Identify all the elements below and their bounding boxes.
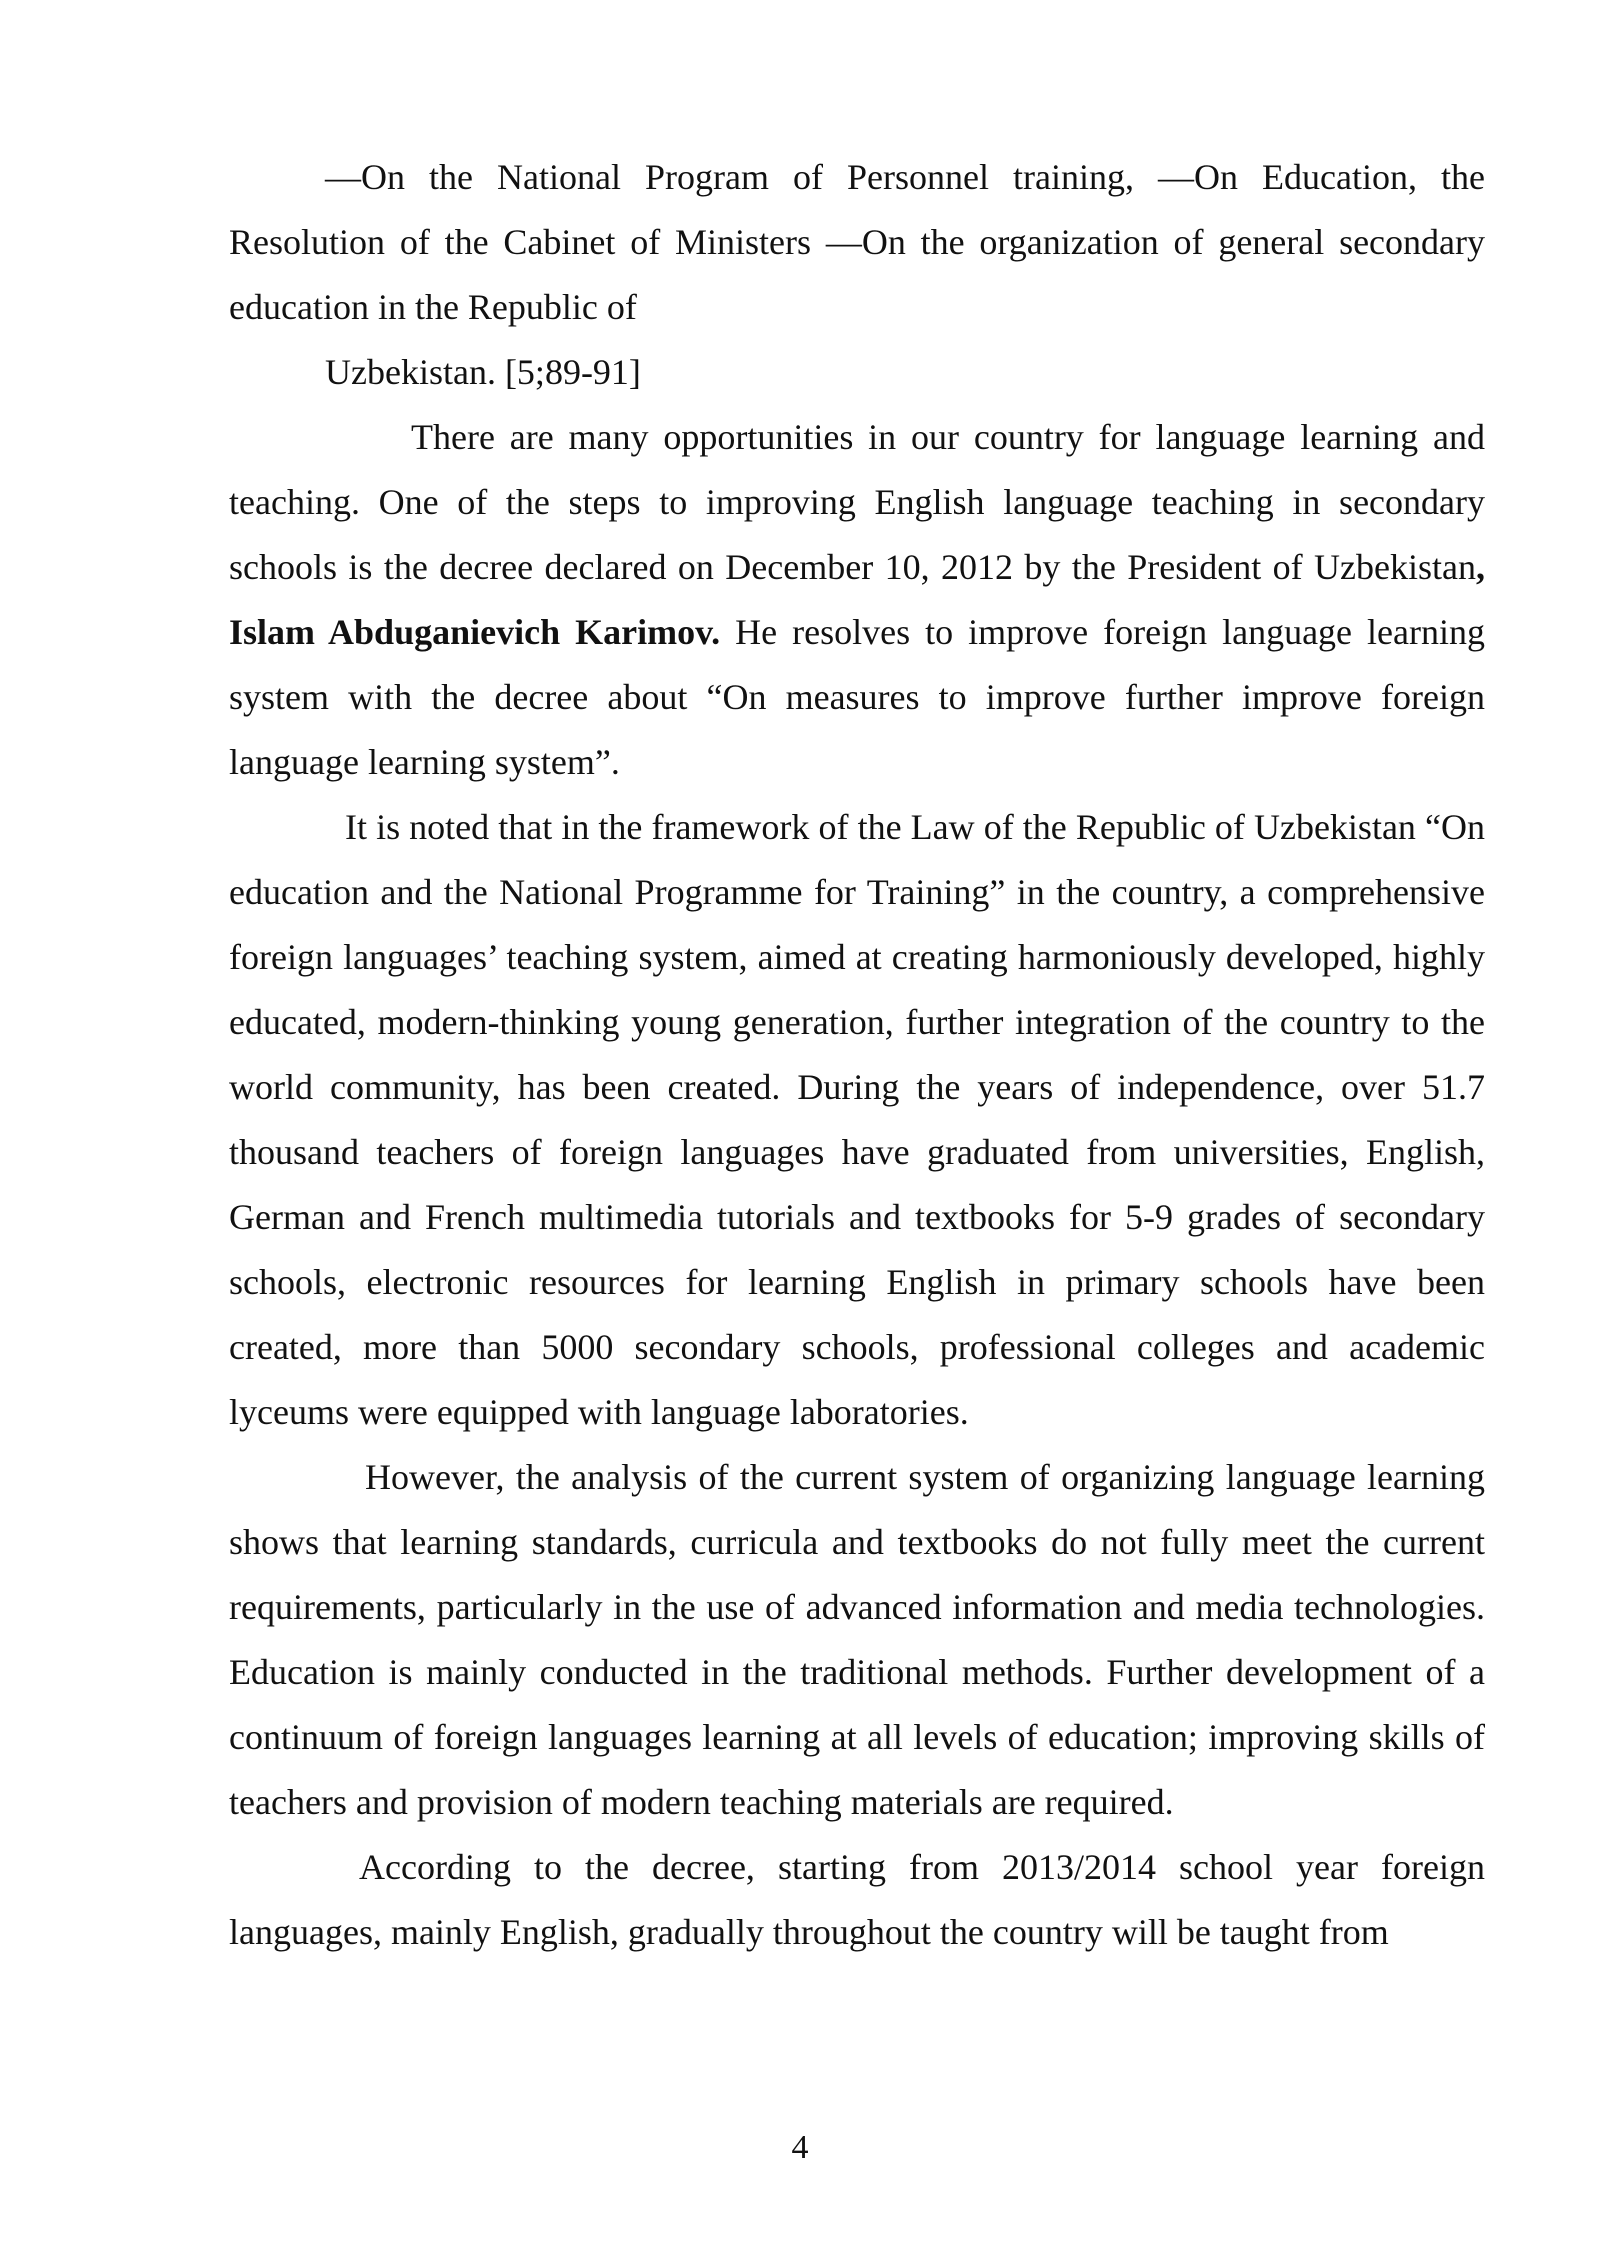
- paragraph-opportunities-decree: He resolves to improve foreign language learning system with the decree about “On measures to improve further improve foreign language learning system”.: [229, 612, 1485, 782]
- body-text: [229, 145, 1485, 1965]
- paragraph-decree-schedule: According to the decree, starting from 2013/2014 school year foreign languages, mainly English, gradually throughout the country will be taught from: [229, 1847, 1485, 1952]
- paragraph-analysis: However, the analysis of the current system of organizing language learning shows that learning standards, curricula and textbooks do not fully meet the current requirements, particularly in the use of advanced information and media technologies. Education is mainly conducted in the traditional methods. Further development of a continuum of foreign languages learning at all levels of education; improving skills of teachers and provision of modern teaching materials are required.: [229, 1457, 1485, 1822]
- paragraph-opportunities: [229, 405, 1485, 795]
- paragraph-opportunities-text: There are many opportunities in our country for language learning and teaching. One of the steps to improving English language teaching in secondary schools is the decree declared on December 10, 2012 by the President of Uzbekistan: [229, 417, 1485, 587]
- president-name: , Islam Abduganievich Karimov.: [229, 547, 1485, 652]
- paragraph-framework-law: It is noted that in the framework of the Law of the Republic of Uzbekistan “On education and the National Programme for Training” in the country, a comprehensive foreign languages’ teaching system, aimed at creating harmoniously developed, highly educated, modern-thinking young generation, further integration of the country to the world community, has been created. During the years of independence, over 51.7 thousand teachers of foreign languages have graduated from universities, English, German and French multimedia tutorials and textbooks for 5-9 grades of secondary schools, electronic resources for learning English in primary schools have been created, more than 5000 secondary schools, professional colleges and academic lyceums were equipped with language laboratories.: [229, 807, 1485, 1432]
- paragraph-legislation-list: —On the National Program of Personnel training, —On Education, the Resolution of the Cabinet of Ministers —On the organization of general secondary education in the Republic of: [229, 157, 1485, 327]
- page-number: 4: [791, 2129, 809, 2166]
- paragraph-citation-line: Uzbekistan. [5;89-91]: [325, 352, 641, 392]
